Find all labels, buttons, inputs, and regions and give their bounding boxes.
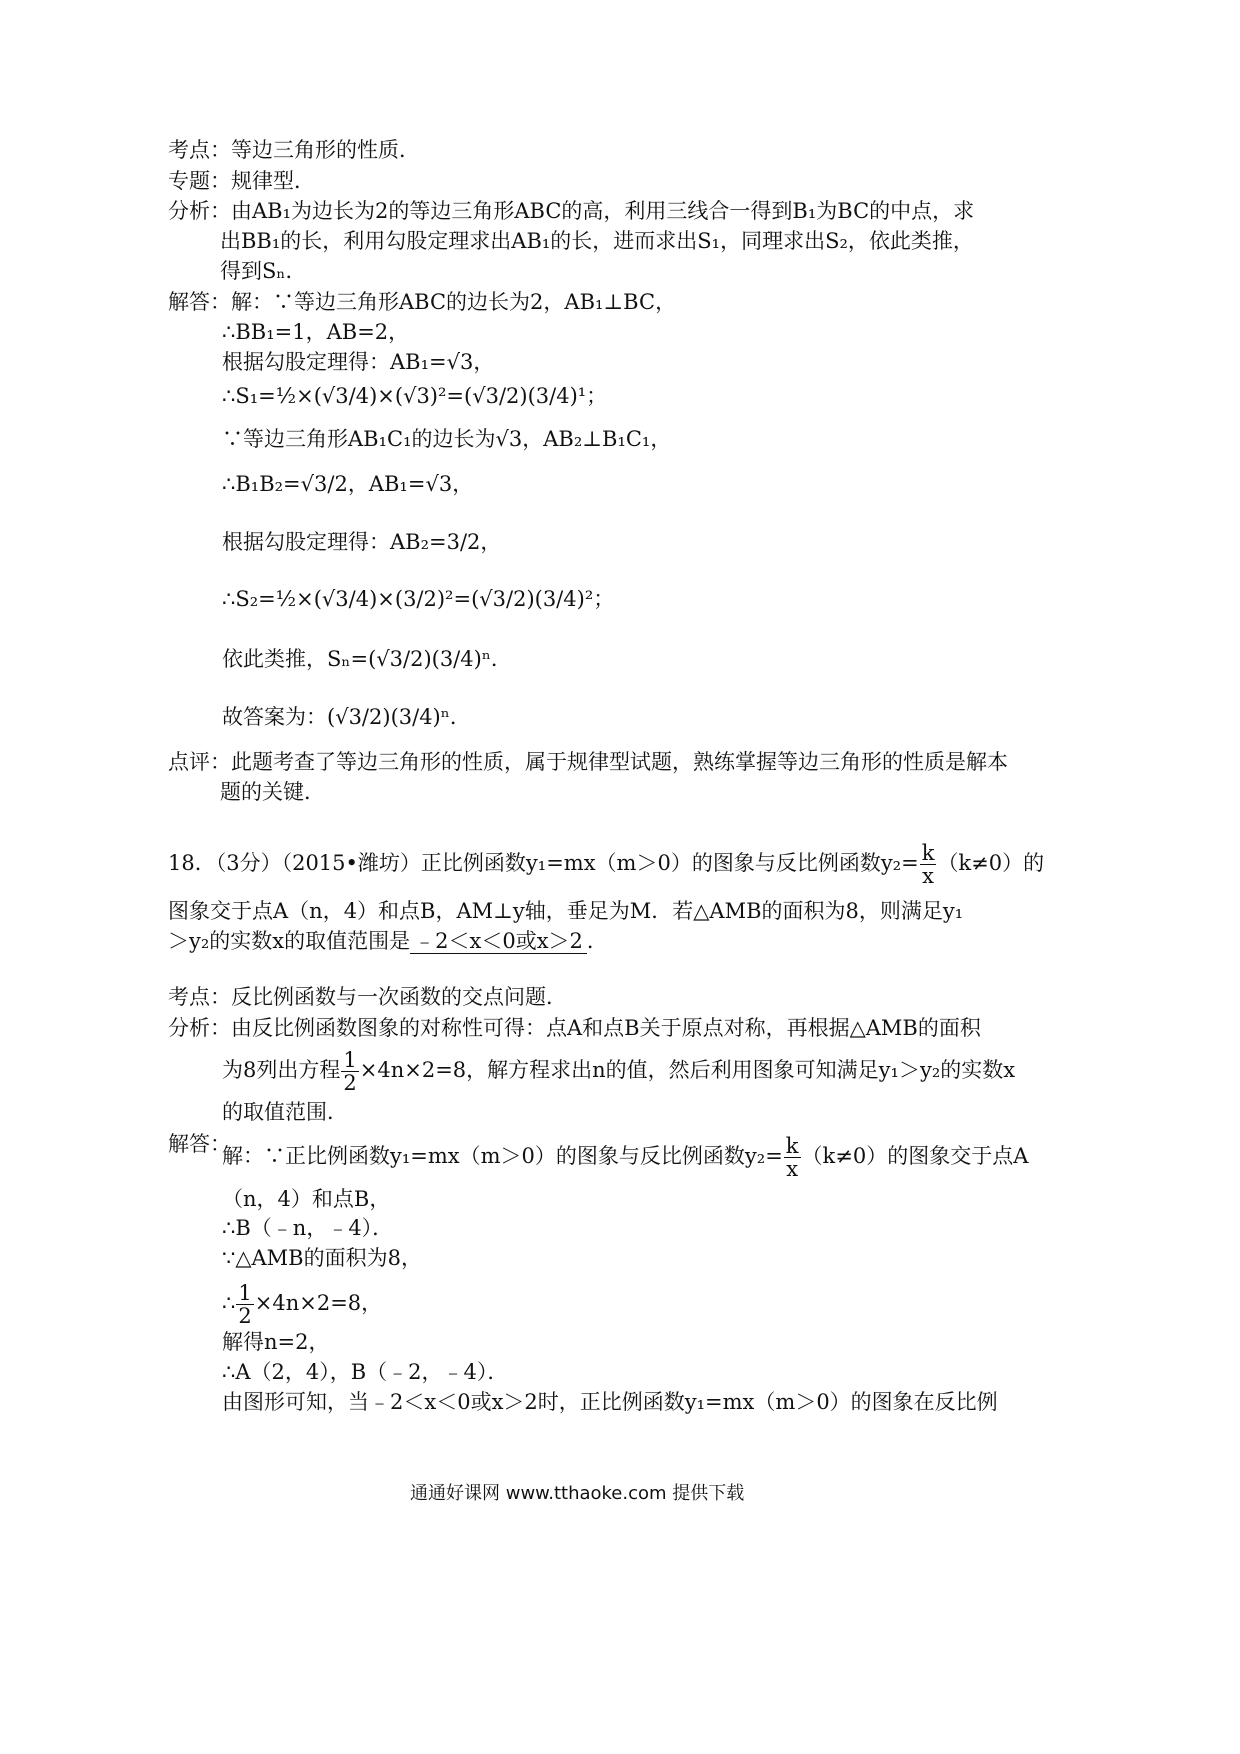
- q18-fenxi-line-2: [222, 1049, 1015, 1094]
- solution-step-9: 依此类推，Sₙ=(√3/2)(3/4)ⁿ．: [222, 647, 512, 671]
- q18-jieda-line-3: ∴B（﹣n，﹣4）．: [222, 1216, 394, 1240]
- solution-step-8: ∴S₂=½×(√3/4)×(3/2)²=(√3/2)(3/4)²；: [222, 587, 615, 611]
- kaodian-text: 等边三角形的性质．: [231, 138, 420, 162]
- kaodian-line: [168, 136, 420, 164]
- fenxi-text-1: 由AB₁为边长为2的等边三角形ABC的高，利用三线合一得到B₁为BC的中点，求: [231, 199, 975, 223]
- q18-kaodian-text: 反比例函数与一次函数的交点问题．: [231, 985, 567, 1009]
- solution-step-5: ∵等边三角形AB₁C₁的边长为√3，AB₂⊥B₁C₁，: [222, 427, 672, 451]
- q18-text-1b: （k≠0）的: [937, 851, 1045, 875]
- k-over-x-fraction: [920, 842, 937, 887]
- q18-jieda-line-2: （n，4）和点B，: [222, 1187, 391, 1211]
- q18-j5-b: ×4n×2=8，: [254, 1291, 383, 1315]
- fenxi-label: 分析：: [168, 199, 231, 223]
- q18-jieda-line-7: ∴A（2，4），B（﹣2，﹣4）．: [222, 1360, 509, 1384]
- solution-step-2: ∴BB₁=1，AB=2，: [222, 320, 410, 344]
- q18-kaodian-label: 考点：: [168, 985, 231, 1009]
- q18-fenxi-text-2a: 为8列出方程: [222, 1058, 341, 1082]
- solution-step-1: 解：∵等边三角形ABC的边长为2，AB₁⊥BC，: [231, 290, 677, 314]
- q18-fenxi-text-1: 由反比例函数图象的对称性可得：点A和点B关于原点对称，再根据△AMB的面积: [231, 1016, 981, 1040]
- zhuanti-label: 专题：: [168, 169, 231, 193]
- q18-jieda-label: 解答：: [168, 1132, 231, 1156]
- q18-fenxi-label: 分析：: [168, 1016, 231, 1040]
- q18-line-2: 图象交于点A（n，4）和点B，AM⊥y轴，垂足为M．若△AMB的面积为8，则满足y₁: [168, 899, 964, 923]
- q18-fenxi-line-3: 的取值范围．: [222, 1100, 348, 1124]
- q18-text-3b: ．: [586, 929, 608, 953]
- q18-fenxi-text-2b: ×4n×2=8，解方程求出n的值，然后利用图象可知满足y₁＞y₂的实数x: [359, 1058, 1016, 1082]
- q18-text-3a: ＞y₂的实数x的取值范围是: [168, 929, 411, 953]
- q18-line-3: [168, 927, 608, 955]
- q18-jieda-line-1: [222, 1135, 1028, 1180]
- dianping-line-1: [168, 748, 1008, 776]
- q18-jieda-line-5: [222, 1282, 382, 1327]
- solution-step-7: 根据勾股定理得：AB₂=3/2，: [222, 530, 502, 554]
- dianping-text-1: 此题考查了等边三角形的性质，属于规律型试题，熟练掌握等边三角形的性质是解本: [231, 750, 1008, 774]
- q18-j1-a: 解：∵正比例函数y₁=mx（m＞0）的图象与反比例函数y₂=: [222, 1144, 783, 1168]
- dianping-label: 点评：: [168, 750, 231, 774]
- q18-jieda-line-6: 解得n=2，: [222, 1330, 330, 1354]
- solution-step-6: ∴B₁B₂=√3/2，AB₁=√3，: [222, 472, 474, 496]
- kaodian-label: 考点：: [168, 138, 231, 162]
- frac-denominator: x: [922, 864, 934, 888]
- fenxi-line-2: 出BB₁的长，利用勾股定理求出AB₁的长，进而求出S₁，同理求出S₂，依此类推，: [220, 229, 974, 253]
- q18-j1-b: （k≠0）的图象交于点A: [801, 1144, 1029, 1168]
- solution-step-10: 故答案为：(√3/2)(3/4)ⁿ．: [222, 705, 471, 729]
- one-half-fraction-2: $\frac{1}{2}$: [238, 1281, 252, 1328]
- q18-fenxi-line-1: [168, 1014, 981, 1042]
- q18-jieda-line-4: ∵△AMB的面积为8，: [222, 1246, 422, 1270]
- fenxi-line-3: 得到Sₙ．: [220, 259, 307, 283]
- q18-jieda-line-8: 由图形可知，当﹣2＜x＜0或x＞2时，正比例函数y₁=mx（m＞0）的图象在反比例: [222, 1390, 998, 1414]
- q18-answer: ﹣2＜x＜0或x＞2: [410, 929, 587, 954]
- q18-j5-a: ∴: [222, 1291, 236, 1315]
- frac-numerator: k: [921, 841, 935, 865]
- zhuanti-text: 规律型．: [231, 169, 315, 193]
- q18-text-1a: 18．（3分）（2015•潍坊）正比例函数y₁=mx（m＞0）的图象与反比例函数y₂=: [168, 851, 919, 875]
- page-footer: 通通好课网 www.tthaoke.com 提供下载: [410, 1483, 745, 1504]
- jieda-label: 解答：: [168, 290, 231, 314]
- fenxi-line-1: [168, 197, 974, 225]
- zhuanti-line: [168, 167, 315, 195]
- dianping-line-2: 题的关键．: [220, 780, 325, 804]
- q18-kaodian-line: [168, 983, 567, 1011]
- jieda-line-1: [168, 288, 676, 316]
- q18-line-1: [168, 842, 1044, 887]
- solution-step-3: 根据勾股定理得：AB₁=√3，: [222, 350, 495, 374]
- solution-step-4: ∴S₁=½×(√3/4)×(√3)²=(√3/2)(3/4)¹；: [222, 384, 608, 408]
- k-over-x-fraction-2: $\frac{k}{x}$: [785, 1134, 799, 1181]
- one-half-fraction: $\frac{1}{2}$: [343, 1048, 357, 1095]
